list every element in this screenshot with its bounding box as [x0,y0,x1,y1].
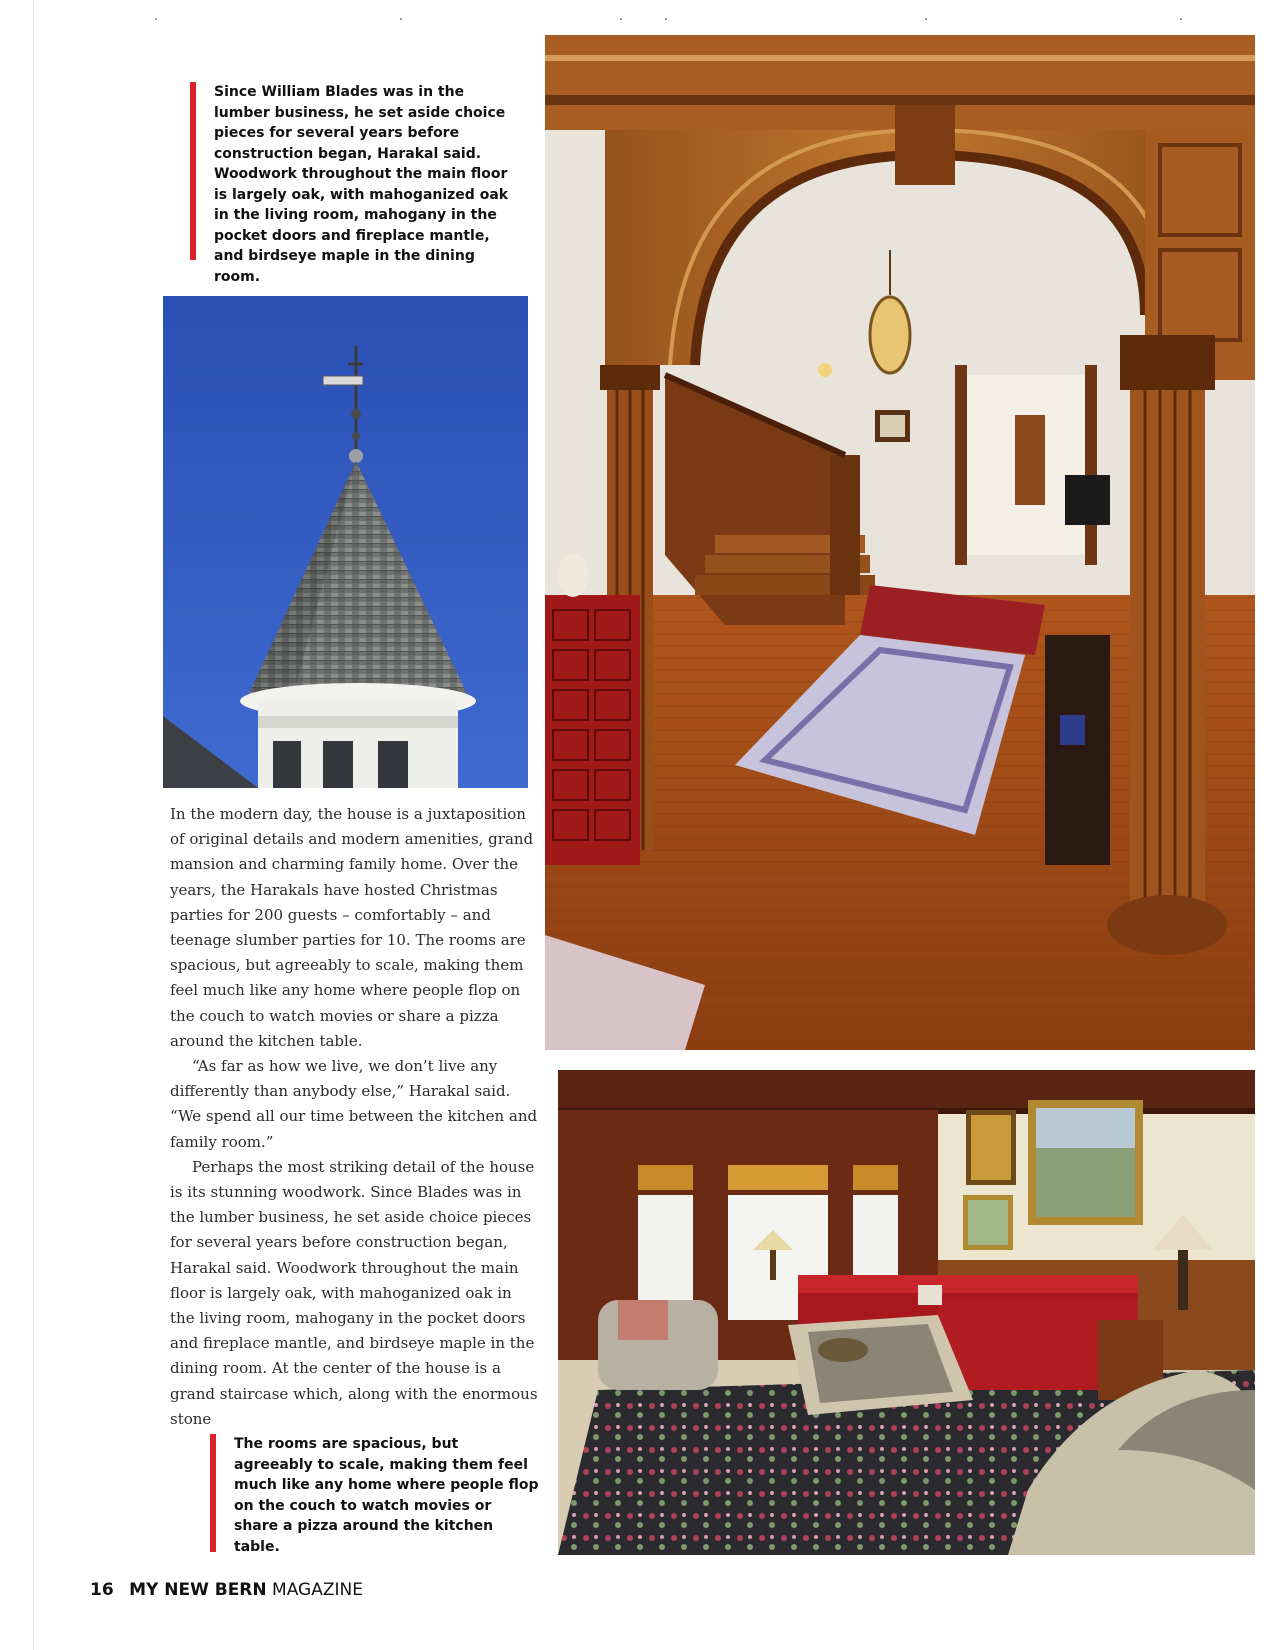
scan-mark [1180,18,1182,20]
scan-mark [400,18,402,20]
pull-quote-top-text: Since William Blades was in the lumber business, he set aside choice pieces for several years before construction began, Harakal said. Woodwork throughout the main floor is largely oak, with mahoganized oak in the living room, mahogany in the pocket doors and fireplace mantle, and birdseye maple in the dining room. [214,84,509,285]
article-paragraph: In the modern day, the house is a juxtaposition of original details and modern amenities, grand mansion and charming family home. Over the years, the Harakals have hosted Christmas parties for 200 guests – comfortably – and teenage slumber parties for 10. The rooms are spacious, but agreeably to scale, making them feel much like any home where people flop on the couch to watch movies or share a pizza around the kitchen table. [170,805,534,1050]
scan-mark [620,18,622,20]
living-room-photo [558,1070,1255,1555]
pull-quote-bottom-text: The rooms are spacious, but agreeably to scale, making them feel much like any home where people flop on the couch to watch movies or share a pizza around the kitchen table. [234,1436,539,1555]
article-body [170,802,540,1432]
magazine-suffix: MAGAZINE [272,1580,363,1600]
pull-quote-top [190,82,520,285]
magazine-name: MY NEW BERN [129,1580,267,1600]
page-number: 16 [90,1580,114,1600]
pull-quote-bottom [210,1434,540,1555]
pull-quote-accent-bar [210,1434,216,1552]
foyer-archway-photo [545,35,1255,1050]
turret-spire-photo [163,296,528,788]
page-footer [90,1580,363,1600]
article-paragraph: Perhaps the most striking detail of the house is its stunning woodwork. Since Blades was in the lumber business, he set aside choice pieces for several years before construction began, Harakal said. Woodwork throughout the main floor is largely oak, with mahoganized oak in the living room, mahogany in the pocket doors and fireplace mantle, and birdseye maple in the dining room. At the center of the house is a grand staircase which, along with the enormous stone [170,1157,538,1428]
page-edge-line [33,0,34,1650]
scan-mark [925,18,927,20]
pull-quote-accent-bar [190,82,196,260]
scan-mark [665,18,667,20]
article-paragraph: “As far as how we live, we don’t live any differently than anybody else,” Harakal said. “We spend all our time between the kitchen and family room.” [170,1057,538,1151]
scan-mark [155,18,157,20]
